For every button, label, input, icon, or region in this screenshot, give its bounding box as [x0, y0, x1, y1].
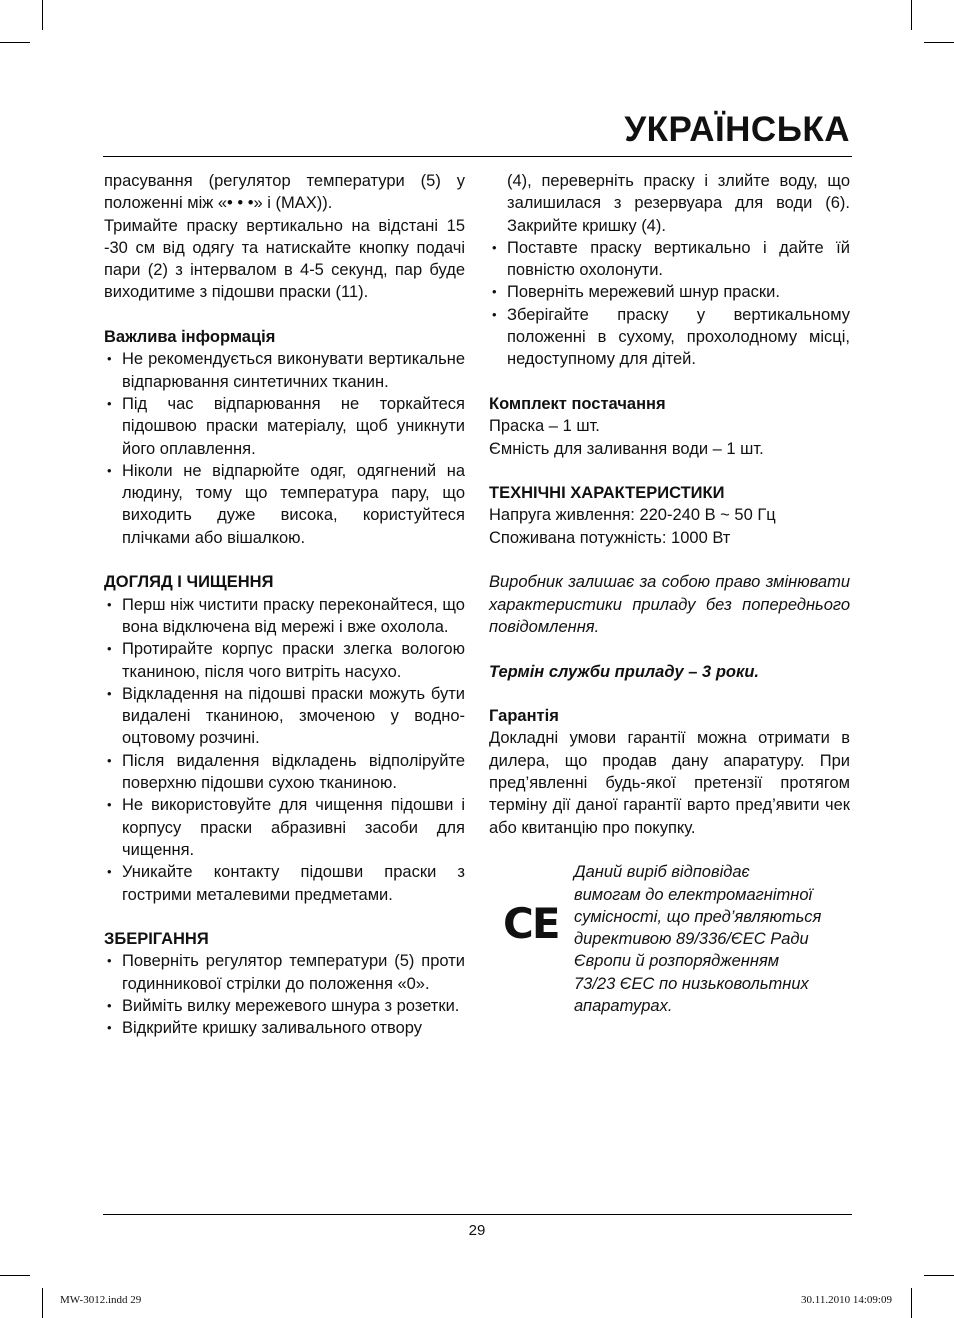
spec-line: Напруга живлення: 220-240 В ~ 50 Гц — [489, 506, 776, 525]
page-title: УКРАЇНСЬКА — [624, 110, 850, 149]
spec-line: Споживана потужність: 1000 Вт — [489, 528, 731, 547]
ce-text-line: апаратурах. — [574, 996, 673, 1015]
header-rule — [103, 156, 852, 157]
crop-mark — [911, 0, 912, 30]
list-item: • Після видалення відкладень відполіруйте поверхню підошви сухою тканиною. — [104, 750, 465, 795]
important-heading: Важлива інформація — [104, 328, 276, 347]
list-item: • Зберігайте праску у вертикальному положенні в сухому, прохолодному місці, недоступному для дітей. — [489, 304, 850, 371]
right-column — [489, 170, 850, 1021]
slug-file: MW-3012.indd 29 — [60, 1294, 142, 1306]
ce-text-line: Європи й розпорядженням — [574, 952, 780, 971]
page-number: 29 — [468, 1222, 486, 1239]
specs-heading: ТЕХНІЧНІ ХАРАКТЕРИСТИКИ — [489, 484, 725, 503]
crop-mark — [42, 0, 43, 30]
list-item: • Уникайте контакту підошви праски з гострими металевими предметами. — [104, 861, 465, 906]
left-column — [104, 170, 465, 1040]
footer-rule — [103, 1214, 852, 1215]
care-list — [104, 594, 465, 906]
crop-mark — [924, 42, 954, 43]
list-item: • Не використовуйте для чищення підошви і корпусу праски абразивні засоби для чищення. — [104, 794, 465, 861]
service-life: Термін служби приладу – 3 роки. — [489, 662, 760, 681]
storage-list — [104, 950, 465, 1039]
intro-paragraph: Тримайте праску вертикально на відстані 15 -30 см від одягу та натискайте кнопку подачі пари (2) з інтервалом в 4-5 секунд, пар буде виходитиме з підошви праски (11). — [104, 216, 465, 302]
crop-mark — [0, 1275, 30, 1276]
package-line: Праска – 1 шт. — [489, 417, 600, 436]
list-item: • Не рекомендується виконувати вертикальне відпарювання синтетичних тканин. — [104, 348, 465, 393]
ce-block — [489, 861, 850, 1021]
list-item: • Поверніть регулятор температури (5) проти годинникової стрілки до положення «0». — [104, 950, 465, 995]
list-item: • Протирайте корпус праски злегка вологою тканиною, після чого витріть насухо. — [104, 638, 465, 683]
list-item: • Під час відпарювання не торкайтеся підошвою праски матеріалу, щоб уникнути його оплавлення. — [104, 393, 465, 460]
list-item: • Ніколи не відпарюйте одяг, одягнений на людину, тому що температура пару, що виходить дуже висока, користуйтеся плічками або вішалкою. — [104, 460, 465, 549]
warranty-text: Докладні умови гарантії можна отримати в дилера, що продав дану апаратуру. При пред’явленні будь-якої претензії протягом терміну дії даної гарантії варто пред’явити чек або квитанцію про покупку. — [489, 729, 850, 837]
warranty-heading: Гарантія — [489, 707, 559, 726]
crop-mark — [42, 1288, 43, 1318]
list-item: • Перш ніж чистити праску переконайтеся, що вона відключена від мережі і вже охолола. — [104, 594, 465, 639]
list-item: • Вийміть вилку мережевого шнура з розетки. — [104, 995, 465, 1017]
list-item: • Відкрийте кришку заливального отвору — [104, 1017, 465, 1039]
crop-mark — [0, 42, 30, 43]
ce-text-line: директивою 89/336/ЄЕС Ради — [574, 930, 809, 949]
ce-text-line: Даний виріб відповідає — [574, 863, 750, 882]
ce-text-line: сумісності, що пред’являються — [574, 907, 822, 926]
care-heading: ДОГЛЯД І ЧИЩЕННЯ — [104, 573, 274, 592]
disclaimer: Виробник залишає за собою право змінювати характеристики приладу без попереднього повідомлення. — [489, 573, 850, 636]
storage-list-continued — [489, 237, 850, 371]
package-heading: Комплект постачання — [489, 394, 666, 413]
storage-heading: ЗБЕРІГАННЯ — [104, 930, 209, 949]
important-list — [104, 348, 465, 549]
ce-mark-icon: CE — [503, 899, 559, 949]
list-item: • Відкладення на підошві праски можуть бути видалені тканиною, змоченою у водно-оцтовому розчині. — [104, 683, 465, 750]
slug-date: 30.11.2010 14:09:09 — [801, 1294, 892, 1306]
crop-mark — [924, 1275, 954, 1276]
list-item: • Поверніть мережевий шнур праски. — [489, 281, 850, 303]
crop-mark — [911, 1288, 912, 1318]
ce-compliance-text — [574, 861, 859, 1017]
intro-paragraph: прасування (регулятор температури (5) у положенні між «• • •» і (MAX)). — [104, 172, 465, 213]
ce-text-line: вимогам до електромагнітної — [574, 885, 813, 904]
ce-text-line: 73/23 ЄЕС по низьковольтних — [574, 974, 809, 993]
storage-continuation: (4), переверніть праску і злийте воду, що залишилася з резервуара для води (6). Закрийте кришку (4). — [507, 172, 850, 235]
package-line: Ємність для заливання води – 1 шт. — [489, 439, 764, 458]
list-item: • Поставте праску вертикально і дайте їй повністю охолонути. — [489, 237, 850, 282]
